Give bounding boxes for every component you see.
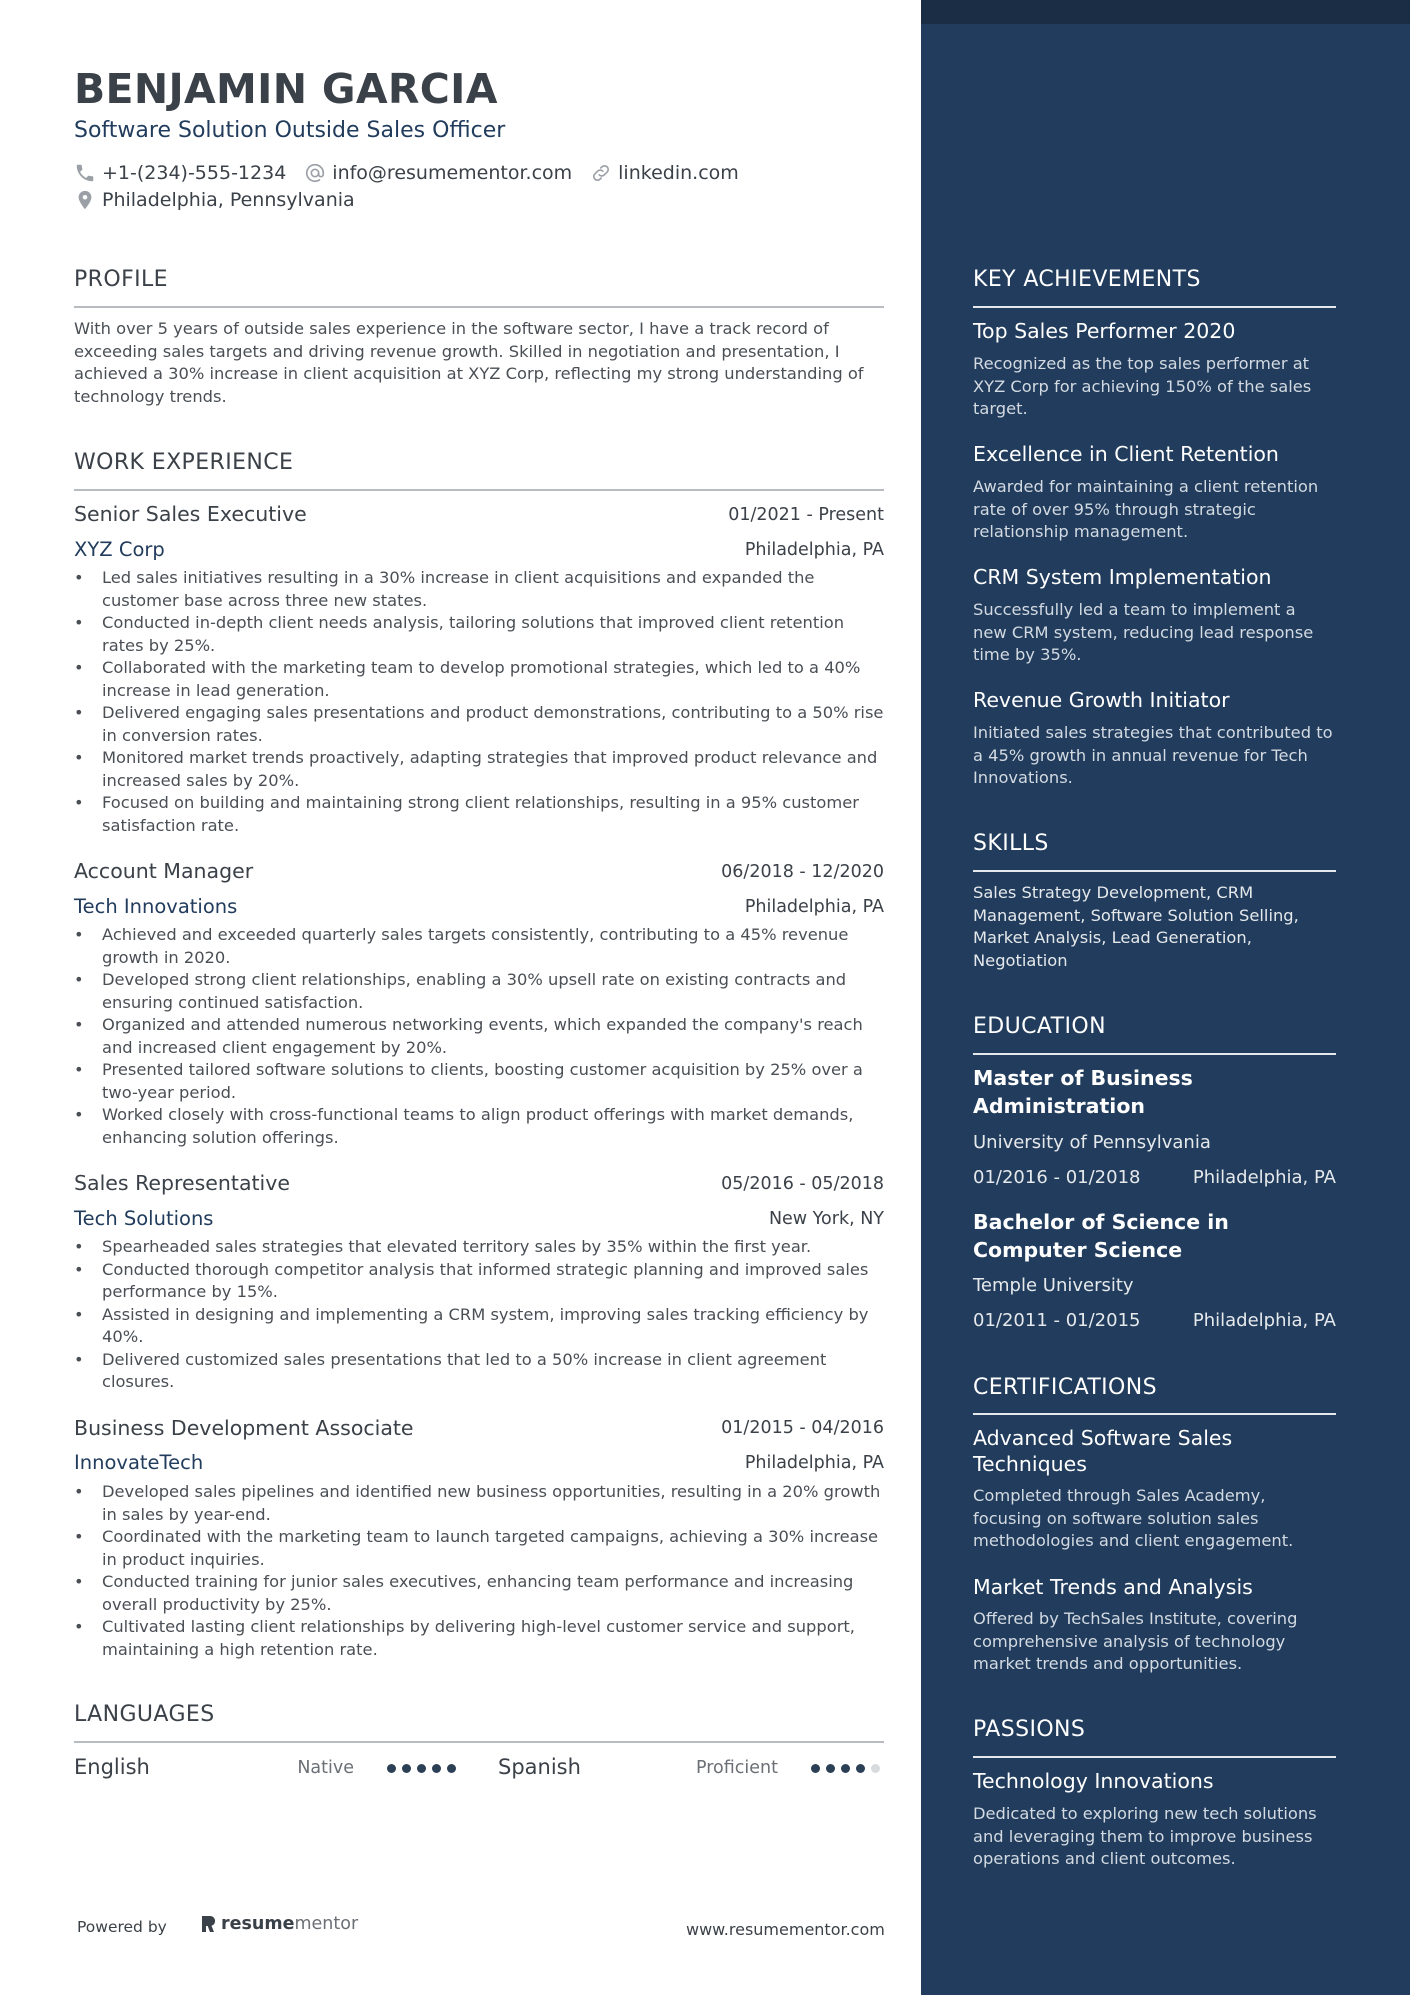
candidate-role: Software Solution Outside Sales Officer: [74, 118, 506, 143]
list-item: • Conducted training for junior sales executives, enhancing team performance and increasing overall productivity by 25%.: [74, 1571, 886, 1616]
education-location: Philadelphia, PA: [1192, 1310, 1336, 1331]
location-pin-icon: [74, 189, 96, 211]
skills-title: SKILLS: [973, 831, 1049, 856]
footer-url[interactable]: www.resumementor.com: [686, 1920, 885, 1939]
rating-dot: [402, 1764, 411, 1773]
rating-dot: [417, 1764, 426, 1773]
list-item: • Coordinated with the marketing team to launch targeted campaigns, achieving a 30% increase in product inquiries.: [74, 1526, 886, 1571]
education-degree: Master of Business Administration: [973, 1066, 1193, 1118]
job-dates: 01/2015 - 04/2016: [721, 1418, 884, 1438]
list-item: • Spearheaded sales strategies that elevated territory sales by 35% within the first year.: [74, 1236, 886, 1259]
education-location: Philadelphia, PA: [1192, 1167, 1336, 1188]
contact-row-2: [74, 187, 373, 213]
candidate-name: BENJAMIN GARCIA: [74, 65, 498, 113]
phone-text: +1-(234)-555-1234: [102, 162, 287, 184]
phone-icon: [74, 162, 96, 184]
certifications-rule: [973, 1413, 1336, 1415]
achievement-text: Initiated sales strategies that contributed to a 45% growth in annual revenue for Tech Innovations.: [973, 723, 1333, 787]
job-company: XYZ Corp: [74, 538, 165, 561]
list-item: • Focused on building and maintaining strong client relationships, resulting in a 95% customer satisfaction rate.: [74, 792, 886, 837]
list-item: • Developed sales pipelines and identified new business opportunities, resulting in a 20% growth in sales by year-end.: [74, 1481, 886, 1526]
location-text: Philadelphia, Pennsylvania: [102, 189, 355, 211]
job-title: Business Development Associate: [74, 1416, 414, 1440]
job-company: Tech Solutions: [74, 1207, 214, 1230]
profile-title: PROFILE: [74, 267, 168, 292]
job-dates: 01/2021 - Present: [728, 505, 884, 525]
rating-dot: [826, 1764, 835, 1773]
education-degree: Bachelor of Science in Computer Science: [973, 1210, 1229, 1262]
list-item: • Conducted in-depth client needs analysis, tailoring solutions that improved client retention rates by 25%.: [74, 612, 886, 657]
rating-dot: [447, 1764, 456, 1773]
linkedin-text: linkedin.com: [618, 162, 739, 184]
rating-dot: [387, 1764, 396, 1773]
list-item: • Delivered customized sales presentations that led to a 50% increase in client agreement closures.: [74, 1349, 886, 1394]
list-item: • Assisted in designing and implementing a CRM system, improving sales tracking efficiency by 40%.: [74, 1304, 886, 1349]
at-icon: [304, 162, 326, 184]
list-item: • Collaborated with the marketing team to develop promotional strategies, which led to a 40% increase in lead generation.: [74, 657, 886, 702]
list-item: • Presented tailored software solutions to clients, boosting customer acquisition by 25% over a two-year period.: [74, 1059, 886, 1104]
education-rule: [973, 1053, 1336, 1055]
contact-linkedin[interactable]: [590, 162, 739, 184]
passions-rule: [973, 1756, 1336, 1758]
rating-dot: [856, 1764, 865, 1773]
rating-dot: [432, 1764, 441, 1773]
education-dates: 01/2016 - 01/2018: [973, 1167, 1141, 1188]
list-item: • Conducted thorough competitor analysis that informed strategic planning and improved sales performance by 15%.: [74, 1259, 886, 1304]
contact-email[interactable]: [304, 162, 572, 184]
job-location: Philadelphia, PA: [744, 897, 884, 917]
certification-text: Completed through Sales Academy, focusing on software solution sales methodologies and client engagement.: [973, 1486, 1294, 1550]
job-company: Tech Innovations: [74, 895, 238, 918]
language-rating-spanish: [811, 1755, 886, 1781]
experience-title: WORK EXPERIENCE: [74, 450, 294, 475]
certification-title: Market Trends and Analysis: [973, 1575, 1253, 1599]
list-item: • Developed strong client relationships, enabling a 30% upsell rate on existing contracts and ensuring continued satisfaction.: [74, 969, 886, 1014]
rating-dot: [811, 1764, 820, 1773]
certification-text: Offered by TechSales Institute, covering comprehensive analysis of technology market trends and opportunities.: [973, 1609, 1298, 1673]
achievement-title: CRM System Implementation: [973, 565, 1272, 589]
list-item: • Delivered engaging sales presentations and product demonstrations, contributing to a 50% rise in conversion rates.: [74, 702, 886, 747]
list-item: • Cultivated lasting client relationships by delivering high-level customer service and support, maintaining a high retention rate.: [74, 1616, 886, 1661]
job-bullets: [74, 1236, 886, 1394]
list-item: • Monitored market trends proactively, adapting strategies that improved product relevance and increased sales by 20%.: [74, 747, 886, 792]
job-title: Senior Sales Executive: [74, 502, 307, 526]
certifications-title: CERTIFICATIONS: [973, 1375, 1157, 1400]
language-level: Native: [297, 1758, 354, 1778]
language-rating-english: [387, 1755, 462, 1781]
job-dates: 05/2016 - 05/2018: [721, 1174, 884, 1194]
email-text: info@resumementor.com: [332, 162, 573, 184]
achievement-title: Revenue Growth Initiator: [973, 688, 1230, 712]
achievement-title: Excellence in Client Retention: [973, 442, 1279, 466]
link-icon: [590, 162, 612, 184]
passions-title: PASSIONS: [973, 1717, 1086, 1742]
education-title: EDUCATION: [973, 1014, 1106, 1039]
job-title: Sales Representative: [74, 1171, 290, 1195]
languages-rule: [74, 1741, 884, 1743]
logo-text-light: mentor: [294, 1914, 359, 1934]
language-level: Proficient: [696, 1758, 778, 1778]
list-item: • Led sales initiatives resulting in a 30% increase in client acquisitions and expanded the customer base across three new states.: [74, 567, 886, 612]
achievements-title: KEY ACHIEVEMENTS: [973, 267, 1201, 292]
footer-logo[interactable]: [199, 1914, 358, 1934]
job-bullets: [74, 1481, 886, 1661]
rating-dot: [841, 1764, 850, 1773]
languages-title: LANGUAGES: [74, 1702, 215, 1727]
list-item: • Organized and attended numerous networking events, which expanded the company's reach and increased client engagement by 20%.: [74, 1014, 886, 1059]
education-dates: 01/2011 - 01/2015: [973, 1310, 1141, 1331]
skills-text: Sales Strategy Development, CRM Management, Software Solution Selling, Market Analysis, Lead Generation, Negotiation: [973, 883, 1299, 970]
list-item: • Worked closely with cross-functional teams to align product offerings with market demands, enhancing solution offerings.: [74, 1104, 886, 1149]
job-title: Account Manager: [74, 859, 254, 883]
list-item: • Achieved and exceeded quarterly sales targets consistently, contributing to a 45% revenue growth in 2020.: [74, 924, 886, 969]
certification-title: Advanced Software Sales Techniques: [973, 1426, 1233, 1476]
profile-rule: [74, 306, 884, 308]
job-location: New York, NY: [768, 1209, 884, 1229]
language-name: English: [74, 1755, 150, 1779]
footer-powered-by: Powered by: [77, 1918, 167, 1936]
contact-location: [74, 189, 355, 211]
resumementor-logo-icon: [199, 1914, 217, 1934]
job-location: Philadelphia, PA: [744, 1453, 884, 1473]
passion-text: Dedicated to exploring new tech solutions and leveraging them to improve business operations and client outcomes.: [973, 1804, 1317, 1868]
sidebar: [921, 0, 1410, 1995]
job-dates: 06/2018 - 12/2020: [721, 862, 884, 882]
logo-text-bold: resume: [221, 1914, 295, 1934]
profile-text: With over 5 years of outside sales experience in the software sector, I have a track record of exceeding sales targets and driving revenue growth. Skilled in negotiation and presentation, I achieved a 30% increase in client acquisition at XYZ Corp, reflecting my strong understanding of technology trends.: [74, 319, 864, 406]
passion-title: Technology Innovations: [973, 1769, 1214, 1793]
job-company: InnovateTech: [74, 1451, 204, 1474]
job-bullets: [74, 924, 886, 1149]
job-bullets: [74, 567, 886, 837]
achievement-text: Recognized as the top sales performer at XYZ Corp for achieving 150% of the sales target.: [973, 354, 1312, 418]
rating-dot: [871, 1764, 880, 1773]
achievements-rule: [973, 306, 1336, 308]
experience-rule: [74, 489, 884, 491]
achievement-text: Awarded for maintaining a client retention rate of over 95% through strategic relationship management.: [973, 477, 1319, 541]
contact-row-1: [74, 160, 757, 186]
skills-rule: [973, 870, 1336, 872]
job-location: Philadelphia, PA: [744, 540, 884, 560]
education-school: Temple University: [973, 1275, 1134, 1296]
achievement-text: Successfully led a team to implement a new CRM system, reducing lead response time by 35%.: [973, 600, 1314, 664]
achievement-title: Top Sales Performer 2020: [973, 319, 1236, 343]
education-school: University of Pennsylvania: [973, 1132, 1211, 1153]
sidebar-top-band: [921, 0, 1410, 24]
language-name: Spanish: [498, 1755, 581, 1779]
contact-phone[interactable]: [74, 162, 286, 184]
